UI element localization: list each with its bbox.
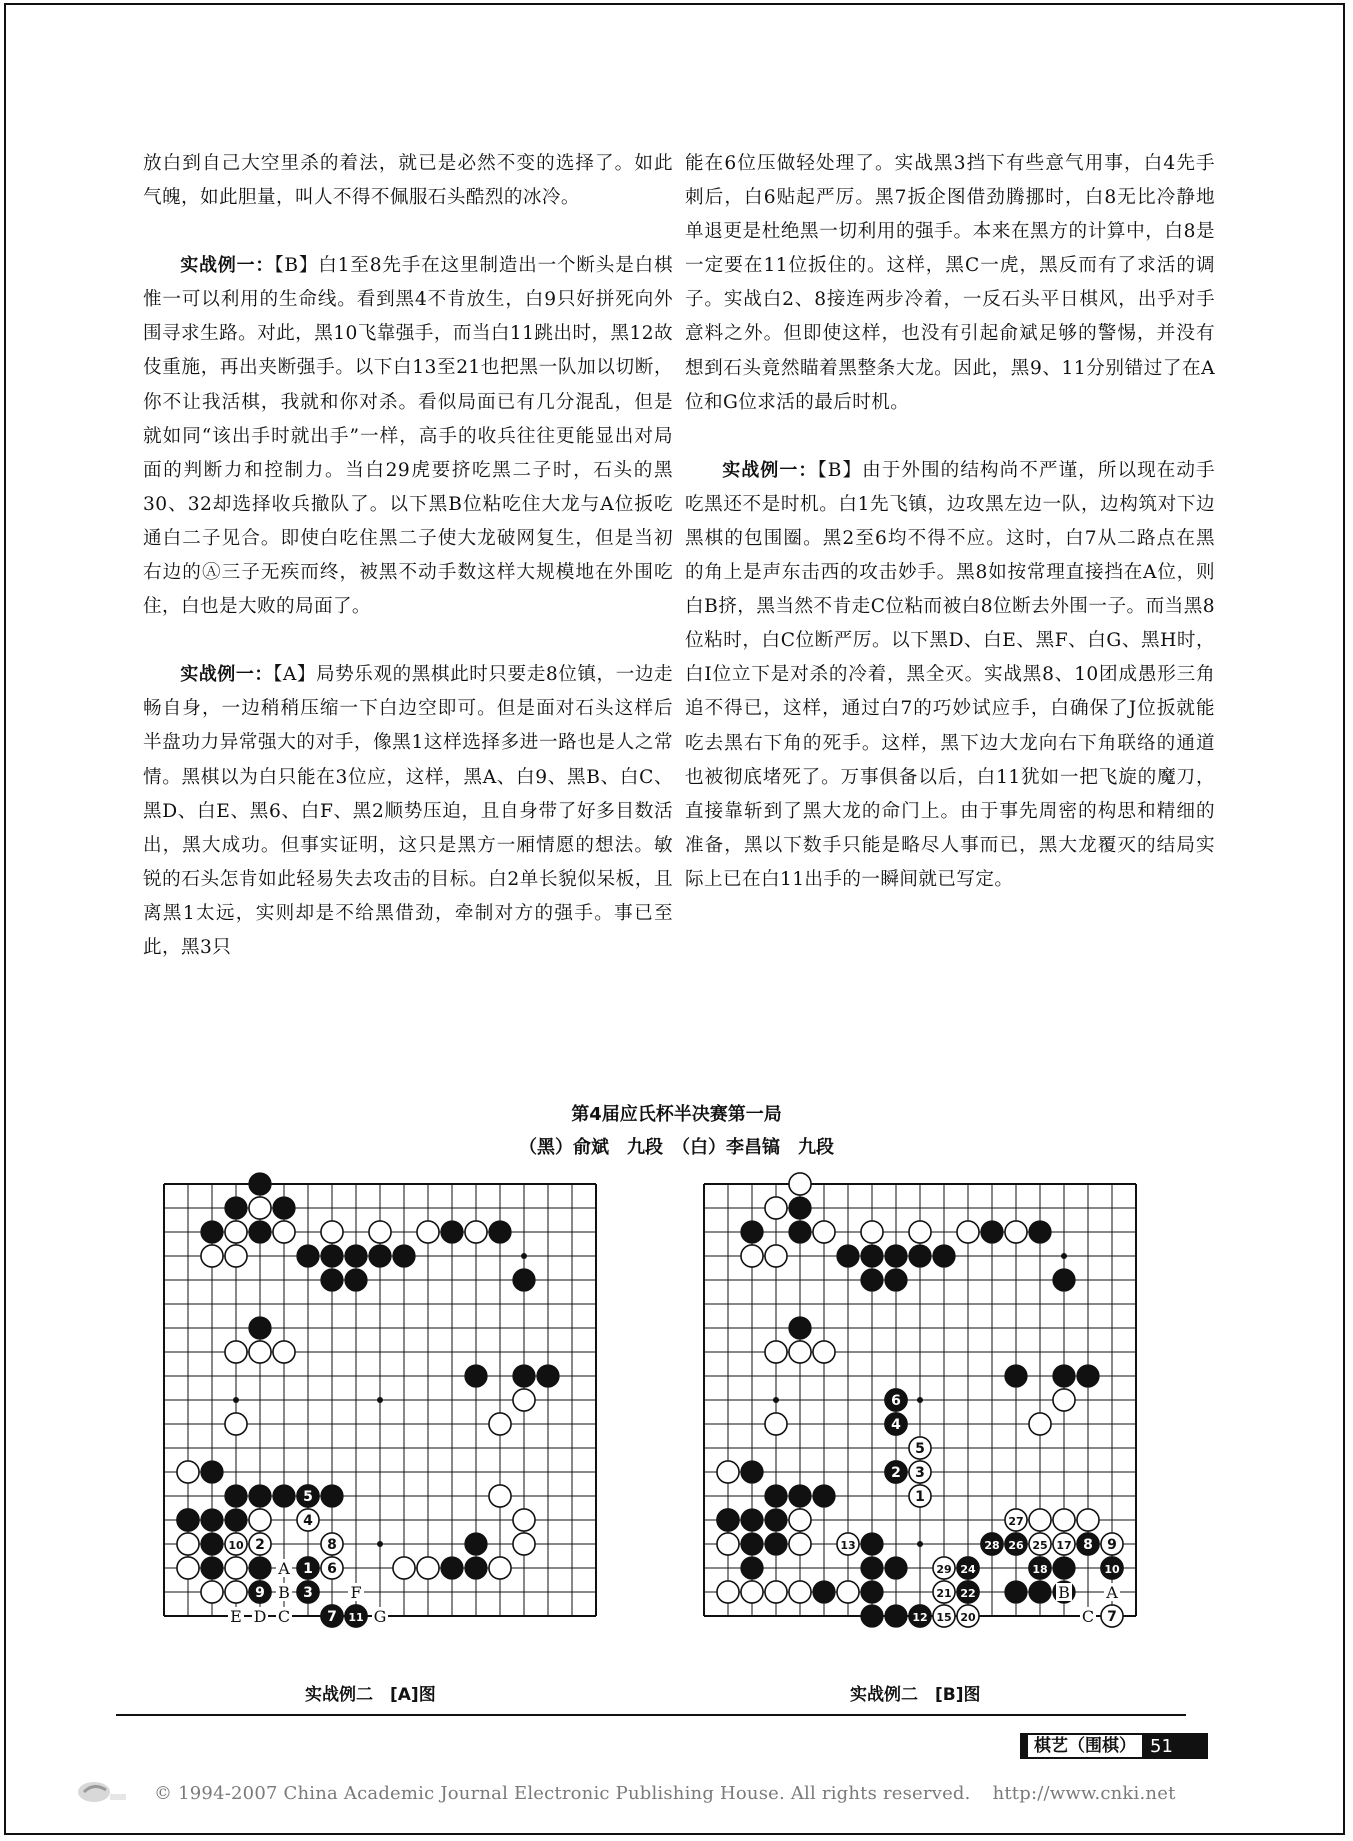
- white-stone: [249, 1509, 271, 1531]
- white-stone: [1053, 1509, 1075, 1531]
- black-stone: [741, 1461, 763, 1483]
- move-number-label: 2: [891, 1465, 901, 1481]
- star-point: [917, 1397, 923, 1403]
- black-stone: [345, 1269, 367, 1291]
- move-number-label: 6: [891, 1393, 901, 1409]
- black-stone: [249, 1173, 271, 1195]
- position-letter-label: D: [253, 1607, 267, 1626]
- black-stone: [1053, 1269, 1075, 1291]
- white-stone: [321, 1221, 343, 1243]
- board-a-caption: 实战例二 [A]图: [305, 1685, 436, 1705]
- black-stone: [201, 1461, 223, 1483]
- black-stone: [249, 1485, 271, 1507]
- move-number-label: 18: [1032, 1563, 1048, 1576]
- black-stone: [741, 1509, 763, 1531]
- black-stone: [861, 1533, 883, 1555]
- move-number-label: 2: [255, 1537, 265, 1553]
- black-stone: [765, 1485, 787, 1507]
- move-number-label: 8: [327, 1537, 337, 1553]
- position-letter-label: B: [1058, 1583, 1070, 1602]
- left-paragraph-3: 实战例一：【A】局势乐观的黑棋此时只要走8位镇，一边走畅自身，一边稍稍压缩一下白边空即可。但是面对石头这样后半盘功力异常强大的对手，像黑1这样选择多进一路也是人之常情。黑棋以为白只能在3位应，这样，黑A、白9、黑B、白C、黑D、白E、黑6、白F、黑2顺势压迫，且自身带了好多目数活出，黑大成功。但事实证明，这只是黑方一厢情愿的想法。敏锐的石头怎肯如此轻易失去攻击的目标。白2单长貌似呆板，且离黑1太远，实则却是不给黑借劲，牵制对方的强手。事已至此，黑3只: [143, 664, 674, 958]
- left-paragraph-1: 放白到自己大空里杀的着法，就已是必然不变的选择了。如此气魄，如此胆量，叫人不得不佩服石头酷烈的冰冷。: [143, 153, 673, 209]
- white-stone: [489, 1485, 511, 1507]
- move-number-label: 29: [936, 1563, 952, 1576]
- move-number-label: 7: [1107, 1609, 1117, 1625]
- white-stone: [201, 1581, 223, 1603]
- move-number-label: 26: [1008, 1539, 1024, 1552]
- white-stone: [789, 1341, 811, 1363]
- move-number-label: 9: [255, 1585, 265, 1601]
- move-number-label: 5: [303, 1489, 313, 1505]
- move-number-label: 3: [915, 1465, 925, 1481]
- move-number-label: 25: [1032, 1539, 1048, 1552]
- black-stone: [441, 1221, 463, 1243]
- move-number-label: 9: [1107, 1537, 1117, 1553]
- black-stone: [1005, 1581, 1027, 1603]
- black-stone: [933, 1245, 955, 1267]
- white-stone: [717, 1461, 739, 1483]
- white-stone: [177, 1557, 199, 1579]
- white-stone: [765, 1581, 787, 1603]
- white-stone: [225, 1341, 247, 1363]
- right-text-column: [685, 147, 1215, 931]
- magazine-page-tag: [1020, 1733, 1208, 1759]
- star-point: [1061, 1253, 1067, 1259]
- move-number-label: 21: [936, 1587, 952, 1600]
- move-number-label: 17: [1056, 1539, 1072, 1552]
- white-stone: [789, 1581, 811, 1603]
- black-stone: [789, 1221, 811, 1243]
- move-number-label: 20: [960, 1611, 976, 1624]
- example-label: 实战例一：: [180, 664, 273, 686]
- white-stone: [717, 1581, 739, 1603]
- black-stone: [885, 1245, 907, 1267]
- black-stone: [861, 1605, 883, 1627]
- star-point: [233, 1397, 239, 1403]
- black-stone: [885, 1605, 907, 1627]
- white-stone: [201, 1245, 223, 1267]
- white-stone: [741, 1245, 763, 1267]
- move-number-label: 6: [327, 1561, 337, 1577]
- white-stone: [813, 1221, 835, 1243]
- position-letter-label: B: [278, 1583, 290, 1602]
- white-stone: [789, 1173, 811, 1195]
- white-stone: [837, 1581, 859, 1603]
- black-stone: [537, 1365, 559, 1387]
- move-number-label: 4: [303, 1513, 313, 1529]
- black-stone: [225, 1197, 247, 1219]
- move-number-label: 12: [912, 1611, 928, 1624]
- white-stone: [513, 1389, 535, 1411]
- black-stone: [345, 1245, 367, 1267]
- star-point: [917, 1541, 923, 1547]
- black-stone: [861, 1557, 883, 1579]
- black-stone: [741, 1221, 763, 1243]
- white-stone: [489, 1557, 511, 1579]
- white-stone: [789, 1509, 811, 1531]
- black-stone: [489, 1221, 511, 1243]
- black-stone: [465, 1365, 487, 1387]
- move-number-label: 28: [984, 1539, 1000, 1552]
- move-number-label: 10: [228, 1539, 244, 1552]
- white-stone: [765, 1197, 787, 1219]
- black-stone: [789, 1485, 811, 1507]
- black-stone: [321, 1485, 343, 1507]
- black-stone: [1077, 1365, 1099, 1387]
- position-letter-label: F: [350, 1583, 362, 1602]
- white-stone: [717, 1533, 739, 1555]
- figure-title: 第4届应氏杯半决赛第一局: [571, 1104, 782, 1125]
- black-stone: [249, 1221, 271, 1243]
- white-stone: [861, 1221, 883, 1243]
- move-number-label: 27: [1008, 1515, 1024, 1528]
- black-stone: [201, 1533, 223, 1555]
- go-board-a: [150, 1170, 654, 1695]
- black-stone: [513, 1269, 535, 1291]
- right-paragraph-1: 能在6位压做轻处理了。实战黑3挡下有些意气用事，白4先手刺后，白6贴起严厉。黑7扳企图借劲腾挪时，白8无比冷静地单退更是杜绝黑一切利用的强手。本来在黑方的计算中，白8是一定要在11位扳住的。这样，黑C一虎，黑反而有了求活的调子。实战白2、8接连两步冷着，一反石头平日棋风，出乎对手意料之外。但即使这样，也没有引起俞斌足够的警惕，并没有想到石头竟然瞄着黑整条大龙。因此，黑9、11分别错过了在A位和G位求活的最后时机。: [685, 153, 1215, 413]
- star-point: [377, 1541, 383, 1547]
- go-board-b: [690, 1170, 1194, 1695]
- white-stone: [1005, 1221, 1027, 1243]
- position-letter-label: A: [278, 1559, 290, 1578]
- white-stone: [225, 1245, 247, 1267]
- example-label: 实战例一：: [180, 255, 275, 277]
- figure-players: （黑）俞斌 九段 （白）李昌镐 九段: [519, 1137, 834, 1158]
- move-number-label: 4: [891, 1417, 901, 1433]
- move-number-label: 1: [915, 1489, 925, 1505]
- white-stone: [273, 1341, 295, 1363]
- black-stone: [981, 1221, 1003, 1243]
- black-stone: [465, 1557, 487, 1579]
- white-stone: [225, 1413, 247, 1435]
- black-stone: [513, 1365, 535, 1387]
- black-stone: [1029, 1581, 1051, 1603]
- white-stone: [225, 1581, 247, 1603]
- black-stone: [225, 1509, 247, 1531]
- move-number-label: 13: [840, 1539, 856, 1552]
- white-stone: [1029, 1413, 1051, 1435]
- white-stone: [465, 1221, 487, 1243]
- black-stone: [717, 1509, 739, 1531]
- white-stone: [957, 1221, 979, 1243]
- white-stone: [909, 1221, 931, 1243]
- black-stone: [789, 1197, 811, 1219]
- white-stone: [177, 1461, 199, 1483]
- white-stone: [513, 1509, 535, 1531]
- black-stone: [1005, 1365, 1027, 1387]
- white-stone: [225, 1557, 247, 1579]
- white-stone: [225, 1221, 247, 1243]
- black-stone: [885, 1269, 907, 1291]
- white-stone: [1077, 1509, 1099, 1531]
- black-stone: [741, 1557, 763, 1579]
- black-stone: [273, 1485, 295, 1507]
- white-stone: [1053, 1389, 1075, 1411]
- black-stone: [1053, 1365, 1075, 1387]
- black-stone: [201, 1509, 223, 1531]
- white-stone: [417, 1557, 439, 1579]
- move-number-label: 7: [327, 1609, 337, 1625]
- white-stone: [765, 1413, 787, 1435]
- black-stone: [861, 1581, 883, 1603]
- white-stone: [393, 1557, 415, 1579]
- black-stone: [393, 1245, 415, 1267]
- white-stone: [741, 1581, 763, 1603]
- white-stone: [513, 1533, 535, 1555]
- board-b-caption: 实战例二 [B]图: [850, 1685, 981, 1705]
- copyright-text: © 1994-2007 China Academic Journal Electronic Publishing House. All rights reserved.: [154, 1783, 971, 1804]
- black-stone: [297, 1245, 319, 1267]
- black-stone: [273, 1197, 295, 1219]
- black-stone: [813, 1581, 835, 1603]
- star-point: [521, 1253, 527, 1259]
- white-stone: [1029, 1509, 1051, 1531]
- bottom-rule: [116, 1714, 1186, 1716]
- white-stone: [177, 1533, 199, 1555]
- white-stone: [249, 1197, 271, 1219]
- position-letter-label: C: [277, 1607, 291, 1626]
- black-stone: [813, 1485, 835, 1507]
- black-stone: [201, 1557, 223, 1579]
- black-stone: [837, 1245, 859, 1267]
- position-letter-label: E: [230, 1607, 242, 1626]
- move-number-label: 11: [348, 1611, 364, 1624]
- white-stone: [813, 1341, 835, 1363]
- left-text-column: [143, 147, 673, 999]
- move-number-label: 24: [960, 1563, 976, 1576]
- black-stone: [909, 1245, 931, 1267]
- black-stone: [765, 1509, 787, 1531]
- black-stone: [441, 1557, 463, 1579]
- black-stone: [201, 1221, 223, 1243]
- white-stone: [417, 1221, 439, 1243]
- white-stone: [765, 1341, 787, 1363]
- move-number-label: 10: [1104, 1563, 1120, 1576]
- position-letter-label: A: [1106, 1583, 1118, 1602]
- example-label: 实战例一：: [722, 459, 818, 481]
- star-point: [377, 1397, 383, 1403]
- move-number-label: 5: [915, 1441, 925, 1457]
- move-number-label: 3: [303, 1585, 313, 1601]
- position-letter-label: G: [373, 1607, 387, 1626]
- copyright-footer: [154, 1783, 1176, 1804]
- right-paragraph-2: 实战例一：【B】由于外围的结构尚不严谨，所以现在动手吃黑还不是时机。白1先飞镇，边攻黑左边一队，边构筑对下边黑棋的包围圈。黑2至6均不得不应。这时，白7从二路点在黑的角上是声东击西的攻击妙手。黑8如按常理直接挡在A位，则白B挤，黑当然不肯走C位粘而被白8位断去外围一子。而当黑8位粘时，白C位断严厉。以下黑D、白E、黑F、白G、黑H时，白I位立下是对杀的冷着，黑全灭。实战黑8、10团成愚形三角追不得已，这样，通过白7的巧妙试应手，白确保了J位扳就能吃去黑右下角的死手。这样，黑下边大龙向右下角联络的通道也被彻底堵死了。万事俱备以后，白11犹如一把飞旋的魔刀，直接靠斩到了黑大龙的命门上。由于事先周密的构思和精细的准备，黑以下数手只能是略尽人事而已，黑大龙覆灭的结局实际上已在白11出手的一瞬间就已写定。: [685, 459, 1215, 890]
- white-stone: [789, 1533, 811, 1555]
- move-number-label: 15: [936, 1611, 952, 1624]
- black-stone: [321, 1269, 343, 1291]
- cnki-logo-icon: [74, 1778, 128, 1806]
- left-paragraph-2: 实战例一：【B】白1至8先手在这里制造出一个断头是白棋惟一可以利用的生命线。看到黑4不肯放生，白9只好拼死向外围寻求生路。对此，黑10飞靠强手，而当白11跳出时，黑12故伎重施，再出夹断强手。以下白13至21也把黑一队加以切断，你不让我活棋，我就和你对杀。看似局面已有几分混乱，但是就如同“该出手时就出手”一样，高手的收兵往往更能显出对局面的判断力和控制力。当白29虎要挤吃黑二子时，石头的黑30、32却选择收兵撤队了。以下黑B位粘吃住大龙与A位扳吃通白二子见合。即使白吃住黑二子使大龙破网复生，但是当初右边的Ⓐ三子无疾而终，被黑不动手数这样大规模地在外围吃住，白也是大败的局面了。: [143, 255, 674, 618]
- footer-url[interactable]: http://www.cnki.net: [992, 1783, 1176, 1804]
- black-stone: [249, 1557, 271, 1579]
- black-stone: [465, 1533, 487, 1555]
- black-stone: [177, 1509, 199, 1531]
- black-stone: [741, 1533, 763, 1555]
- page-number: 51: [1150, 1735, 1173, 1757]
- black-stone: [861, 1245, 883, 1267]
- move-number-label: 8: [1083, 1537, 1093, 1553]
- black-stone: [1029, 1221, 1051, 1243]
- star-point: [773, 1397, 779, 1403]
- white-stone: [249, 1341, 271, 1363]
- black-stone: [225, 1485, 247, 1507]
- position-letter-label: C: [1081, 1607, 1095, 1626]
- white-stone: [489, 1413, 511, 1435]
- white-stone: [369, 1221, 391, 1243]
- white-stone: [765, 1245, 787, 1267]
- black-stone: [249, 1317, 271, 1339]
- black-stone: [765, 1533, 787, 1555]
- move-number-label: 22: [960, 1587, 976, 1600]
- black-stone: [321, 1245, 343, 1267]
- magazine-name: 棋艺（围棋）: [1028, 1735, 1142, 1757]
- black-stone: [369, 1245, 391, 1267]
- black-stone: [861, 1269, 883, 1291]
- white-stone: [273, 1221, 295, 1243]
- black-stone: [789, 1317, 811, 1339]
- black-stone: [885, 1557, 907, 1579]
- black-stone: [1053, 1557, 1075, 1579]
- move-number-label: 1: [303, 1561, 313, 1577]
